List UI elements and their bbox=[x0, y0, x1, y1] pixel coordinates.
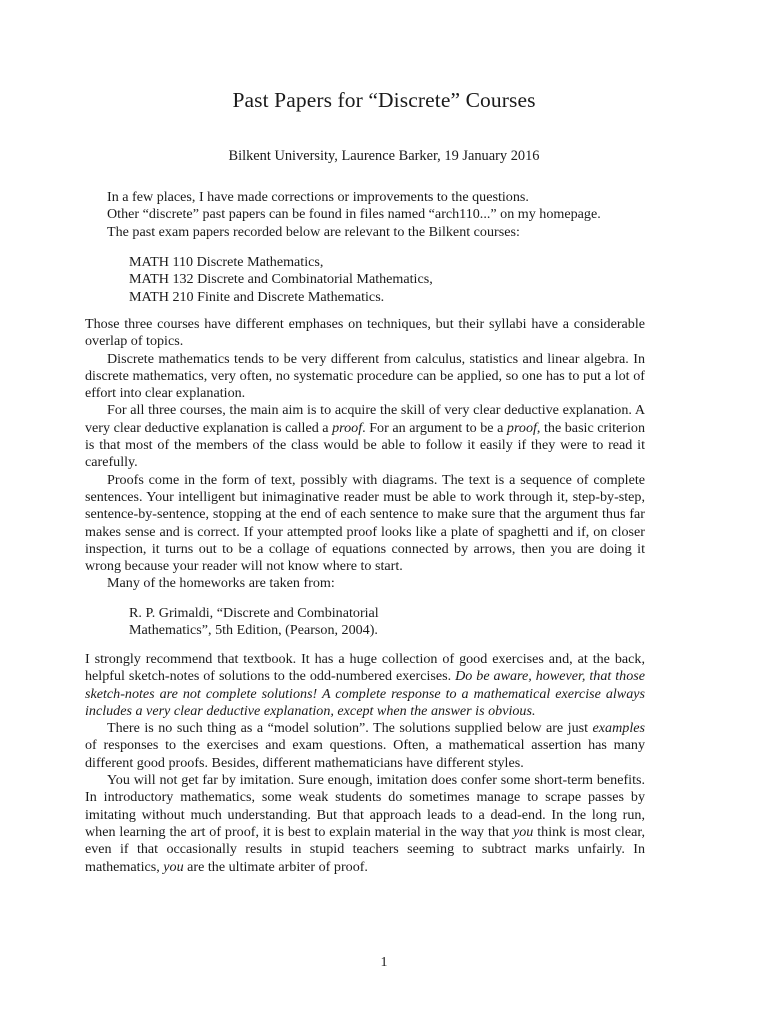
course-item: MATH 210 Finite and Discrete Mathematics. bbox=[129, 288, 385, 305]
paragraph: Many of the homeworks are taken from: bbox=[107, 575, 335, 592]
intro-block bbox=[107, 189, 707, 241]
paragraph: There is no such thing as a “model solution”. The solutions supplied below are just examples of responses to the exercises and exam questions. Often, a mathematical assertion has many different good proofs. Besides, different mathematicians have different styles. bbox=[85, 720, 645, 771]
intro-line: In a few places, I have made corrections or improvements to the questions. bbox=[107, 189, 529, 205]
reference-line: R. P. Grimaldi, “Discrete and Combinatorial bbox=[129, 605, 379, 621]
intro-line: The past exam papers recorded below are relevant to the Bilkent courses: bbox=[107, 223, 520, 240]
course-item: MATH 132 Discrete and Combinatorial Mathematics, bbox=[129, 271, 433, 288]
page-title: Past Papers for “Discrete” Courses bbox=[232, 88, 536, 112]
paragraph: For all three courses, the main aim is to acquire the skill of very clear deductive explanation. A very clear deductive explanation is called a proof. For an argument to be a proof, the basic criterion is that most of the members of the class would be able to follow it easily if they were to read it carefully. bbox=[85, 402, 646, 471]
course-list bbox=[129, 254, 629, 306]
page-number: 1 bbox=[380, 955, 388, 970]
paragraph: Those three courses have different emphases on techniques, but their syllabi have a considerable overlap of topics. bbox=[85, 316, 645, 350]
author-line: Bilkent University, Laurence Barker, 19 January 2016 bbox=[228, 148, 540, 164]
reference-line: Mathematics”, 5th Edition, (Pearson, 2004). bbox=[129, 622, 378, 639]
body-section-1 bbox=[85, 316, 645, 593]
course-item: MATH 110 Discrete Mathematics, bbox=[129, 254, 324, 270]
intro-line: Other “discrete” past papers can be found in files named “arch110...” on my homepage. bbox=[107, 206, 601, 223]
paragraph: Proofs come in the form of text, possibly with diagrams. The text is a sequence of complete sentences. Your intelligent but inimaginative reader must be able to work through it, step-by-step, sentence-by-sentence, stopping at the end of each sentence to make sure that the argument thus far makes sense and is correct. If your attempted proof looks like a plate of spaghetti and if, on closer inspection, it turns out to be a collage of equations connected by arrows, then you are doing it wrong because your reader will not know where to start. bbox=[85, 471, 645, 575]
body-section-2 bbox=[85, 651, 645, 876]
reference-citation bbox=[129, 605, 629, 640]
paragraph: Discrete mathematics tends to be very different from calculus, statistics and linear algebra. In discrete mathematics, very often, no systematic procedure can be applied, so one has to put a lot of effort into clear explanation. bbox=[85, 350, 645, 402]
paragraph: You will not get far by imitation. Sure enough, imitation does confer some short-term benefits. In introductory mathematics, some weak students do sometimes manage to scrape passes by imitating without much understanding. But that approach leads to a dead-end. In the long run, when learning the art of proof, it is best to explain material in the way that you think is most clear, even if that occasionally results in stupid teachers seeming to subtract marks unfairly. In mathematics, you are the ultimate arbiter of proof. bbox=[85, 772, 645, 875]
paragraph: I strongly recommend that textbook. It has a huge collection of good exercises and, at the back, helpful sketch-notes of solutions to the odd-numbered exercises. Do be aware, however, that those sketch-notes are not complete solutions! A complete response to a mathematical exercise always includes a very clear deductive explanation, except when the answer is obvious. bbox=[85, 651, 645, 719]
